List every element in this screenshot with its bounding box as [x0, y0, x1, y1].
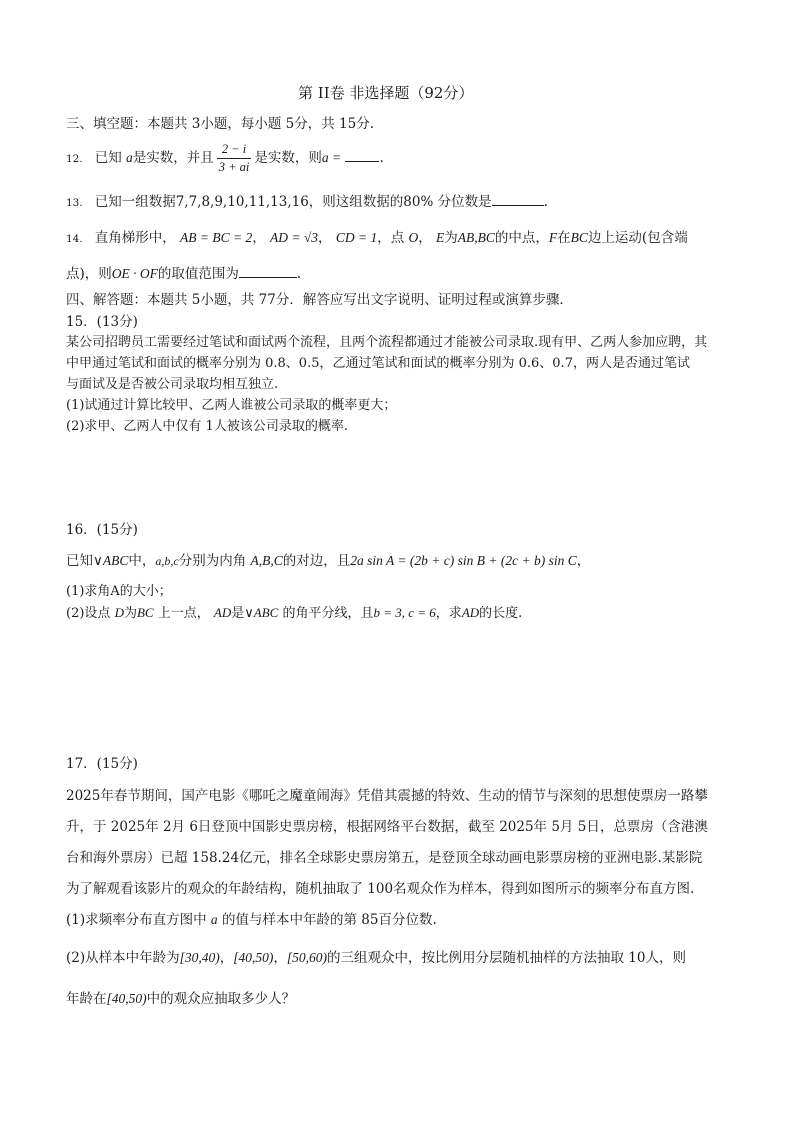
q16-text: 的角平分线，且 — [282, 606, 374, 621]
q17-line: 升，于 2025年 2月 6日登顶中国影史票房榜，根据网络平台数据，截至 2025年 5月 5日，总票房（含港澳 — [66, 819, 708, 835]
q14-point: F — [548, 230, 558, 245]
q17-part-2 — [66, 950, 686, 966]
q16-text: 为 — [123, 606, 137, 621]
q16-point: D — [114, 605, 124, 620]
q12-text: 已知 — [94, 150, 122, 166]
q16-text: ，求 — [435, 606, 462, 621]
fraction-denominator: 3 + ai — [218, 160, 250, 174]
q17-text: ， — [273, 950, 287, 966]
q16-text: 中， — [128, 553, 156, 569]
q16-equation: 2a sin A = (2b + c) sin B + (2c + b) sin C — [350, 553, 577, 568]
q14-text: ，点 — [377, 230, 405, 246]
q14-text: 直角梯形中， — [94, 230, 176, 246]
q15-heading: 15．(13分) — [66, 314, 138, 330]
q17-heading: 17．(15分) — [66, 756, 138, 772]
q14-text: 的取值范围为 — [157, 266, 239, 282]
question-14-line-2 — [66, 265, 301, 282]
question-number: 14. — [66, 233, 83, 245]
q17-line: 为了解观看该影片的观众的年龄结构，随机抽取了 100名观众作为样本，得到如图所示的频率分布直方图. — [66, 881, 695, 897]
q17-interval: [30,40) — [179, 950, 220, 965]
q14-text: ， — [252, 230, 266, 246]
answer-blank[interactable] — [239, 265, 297, 278]
q16-triangle: ABC — [102, 553, 129, 568]
q17-text: ， — [219, 950, 234, 966]
part3-heading: 三、填空题：本题共 3小题，每小题 5分，共 15分. — [66, 116, 375, 132]
q16-text: 分别为内角 — [178, 553, 247, 569]
q17-text: 中的观众应抽取多少人？ — [146, 991, 296, 1007]
q12-var: a — [126, 150, 133, 165]
q17-interval: [50,60) — [286, 950, 327, 965]
q16-segment: AD — [213, 605, 232, 620]
q17-var: a — [210, 912, 218, 927]
question-number: 13. — [66, 197, 83, 209]
q16-equation: b = 3, c = 6 — [373, 605, 436, 620]
q12-text: 是实数，并且 — [132, 150, 214, 166]
q16-text: 是∨ — [231, 606, 254, 621]
q16-text: 的长度. — [479, 606, 523, 621]
q14-text: 为 — [444, 230, 458, 246]
q17-interval: [40,50) — [106, 991, 147, 1006]
q14-dot-product: OE · OF — [111, 266, 158, 281]
q17-part-2-cont — [66, 991, 295, 1007]
section-title: 第 II卷 非选择题（92分） — [298, 84, 474, 102]
q17-text: 的三组观众中，按比例用分层随机抽样的方法抽取 10人，则 — [327, 950, 686, 966]
q17-text: 年龄在 — [66, 991, 107, 1007]
q13-text: 已知一组数据7,7,8,9,10,11,13,16，则这组数据的80% 分位数是 — [94, 194, 492, 210]
q14-equation: AB = BC = 2 — [180, 230, 253, 245]
q14-segment: BC — [570, 230, 588, 245]
answer-blank[interactable] — [492, 193, 544, 206]
q17-text: (1)求频率分布直方图中 — [66, 912, 207, 928]
q14-text: 边上运动(包含端 — [587, 230, 688, 246]
question-14-line-1 — [66, 230, 688, 246]
q16-part-2 — [66, 605, 522, 622]
answer-blank[interactable] — [345, 149, 379, 162]
q14-text: 的中点， — [494, 230, 549, 246]
q14-text: 点)，则 — [66, 266, 112, 282]
q12-fraction — [217, 142, 252, 175]
q17-part-1 — [66, 912, 437, 928]
q14-segments: AB,BC — [457, 230, 495, 245]
q12-answer-label: a = — [321, 150, 342, 165]
q15-part-2: (2)求甲、乙两人中仅有 1人被该公司录取的概率. — [66, 419, 348, 434]
q14-point: O — [408, 230, 419, 245]
question-12 — [66, 142, 384, 175]
q12-text: 是实数，则 — [254, 150, 322, 166]
q15-line: 中甲通过笔试和面试的概率分别为 0.8、0.5，乙通过笔试和面试的概率分别为 0.6、0.7，两人是否通过笔试 — [66, 356, 690, 371]
q12-end: . — [379, 150, 384, 166]
fraction-numerator: 2 − i — [217, 142, 252, 159]
q14-text: ， — [418, 230, 432, 246]
q14-point: E — [436, 230, 445, 245]
q13-end: . — [543, 194, 548, 210]
q14-equation: CD = 1 — [335, 230, 378, 245]
q16-angles: A,B,C — [250, 553, 283, 568]
q17-line: 2025年春节期间，国产电影《哪吒之魔童闹海》凭借其震撼的特效、生动的情节与深刻的思想使票房一路攀 — [66, 788, 708, 804]
q16-heading: 16．(15分) — [66, 522, 138, 538]
question-number: 12. — [66, 153, 83, 165]
q16-segment: AD — [461, 605, 480, 620]
q16-triangle: ABC — [253, 605, 279, 620]
q17-text: 的值与样本中年龄的第 85百分位数. — [221, 912, 437, 928]
q16-text: 已知∨ — [66, 553, 103, 569]
q16-text: 的对边，且 — [282, 553, 351, 569]
q17-line: 台和海外票房）已超 158.24亿元，排名全球影史票房第五，是登顶全球动画电影票房榜的亚洲电影.某影院 — [66, 850, 703, 866]
q14-text: 在 — [557, 230, 571, 246]
part4-heading: 四、解答题：本题共 5小题，共 77分．解答应写出文字说明、证明过程或演算步骤． — [66, 292, 573, 308]
q16-text: 上一点， — [157, 606, 210, 621]
q17-text: (2)从样本中年龄为 — [66, 950, 180, 966]
q16-line-1 — [66, 553, 590, 569]
q15-line: 与面试及是否被公司录取均相互独立. — [66, 377, 279, 392]
q14-end: . — [296, 266, 302, 282]
q15-part-1: (1)试通过计算比较甲、乙两人谁被公司录取的概率更大； — [66, 398, 397, 413]
q16-vars: a,b,c — [155, 554, 179, 568]
question-13 — [66, 193, 548, 210]
q15-line: 某公司招聘员工需要经过笔试和面试两个流程，且两个流程都通过才能被公司录取.现有甲、乙两人参加应聘，其 — [66, 335, 708, 350]
q14-equation: AD = √3 — [270, 230, 319, 245]
q16-text: (2)设点 — [66, 606, 111, 621]
q16-segment: BC — [136, 605, 154, 620]
q14-text: ， — [318, 230, 332, 246]
q17-interval: [40,50) — [233, 950, 274, 965]
q16-part-1: (1)求角A的大小； — [66, 584, 172, 599]
q16-text: ， — [576, 553, 591, 569]
